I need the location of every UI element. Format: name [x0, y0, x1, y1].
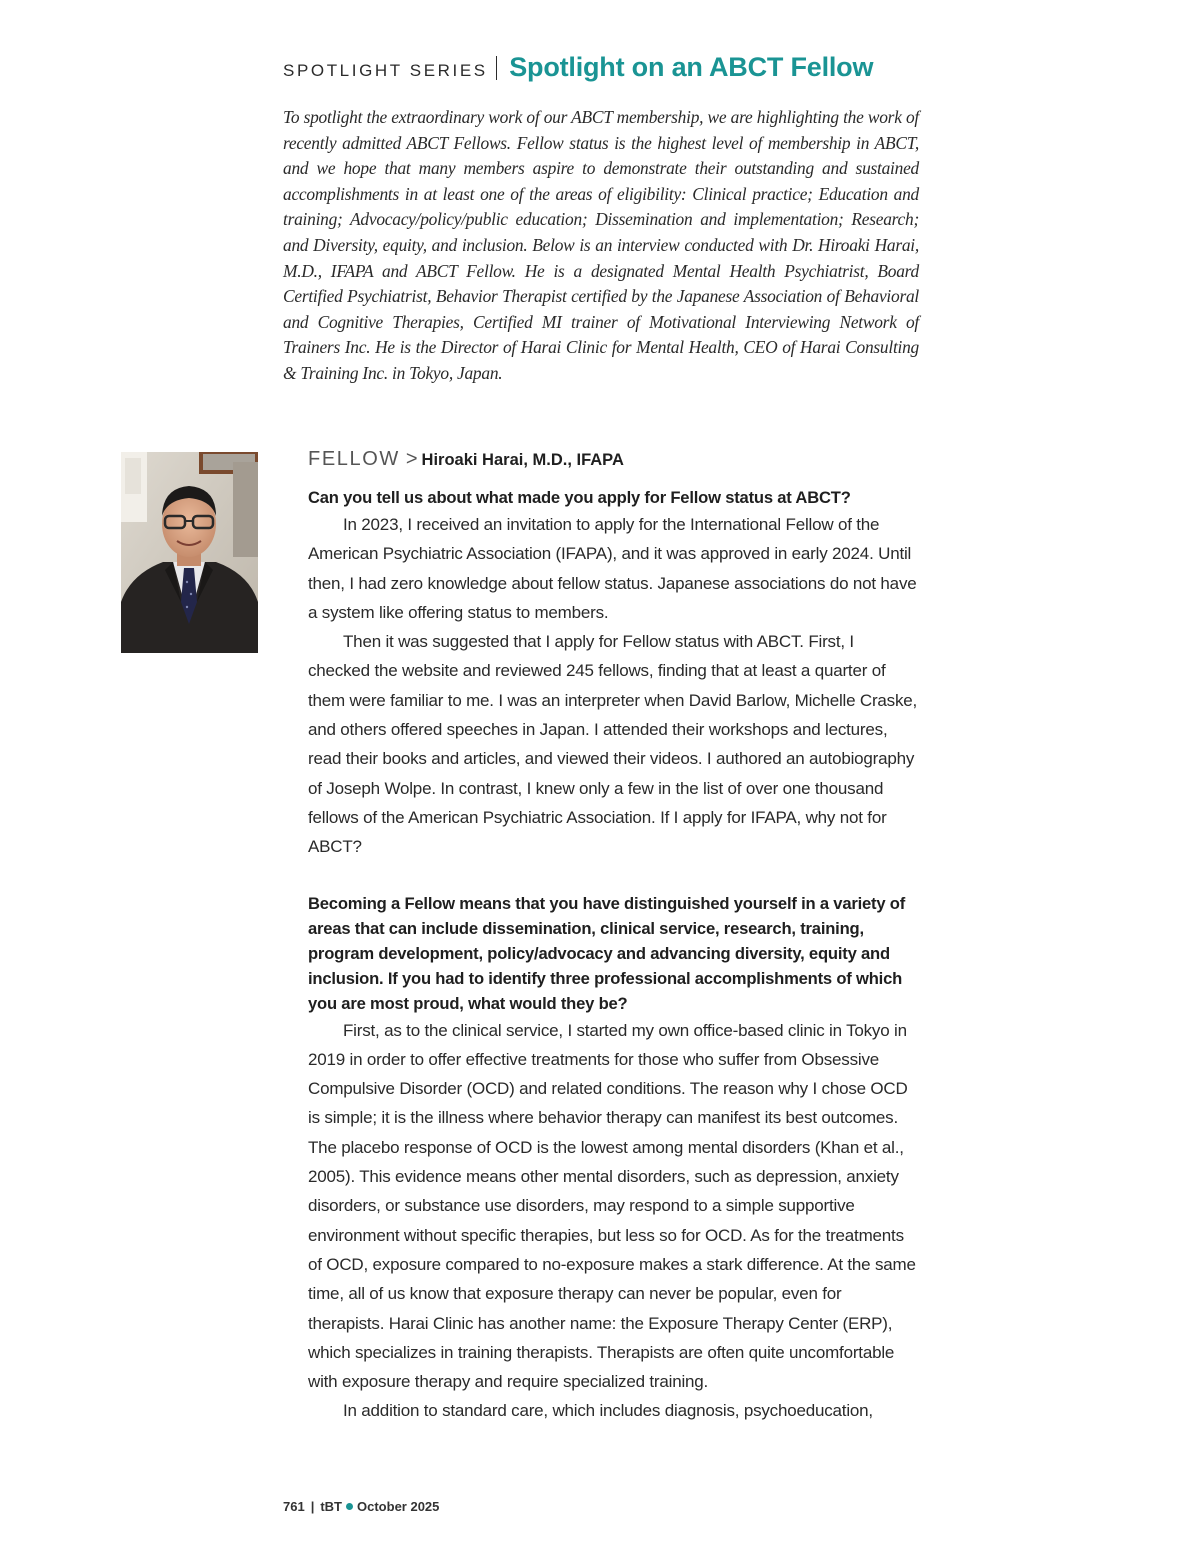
answer-1-paragraph-2: Then it was suggested that I apply for Fellow status with ABCT. First, I checked the website and reviewed 245 fellows, finding that at least a quarter of them were familiar to me. I was an interpreter when David Barlow, Michelle Craske, and others offered speeches in Japan. I attended their workshops and lectures, read their books and articles, and viewed their videos. I authored an autobiography of Joseph Wolpe. In contrast, I knew only a few in the list of over one thousand fellows of the American Psychiatric Association. If I apply for IFAPA, why not for ABCT?: [308, 632, 918, 857]
footer-separator: |: [310, 1499, 315, 1514]
fellow-label: FELLOW: [308, 448, 400, 470]
footer-dot-icon: [346, 1503, 353, 1510]
section-spacer: [308, 862, 920, 891]
series-header: [283, 52, 943, 86]
intro-paragraph: To spotlight the extraordinary work of our ABCT membership, we are highlighting the work of recently admitted ABCT Fellows. Fellow status is the highest level of membership in ABCT, and we hope that many members aspire to demonstrate their outstanding and sustained accomplishments in at least one of the areas of eligibility: Clinical practice; Education and training; Advocacy/policy/public education; Dissemination and implementation; Research; and Diversity, equity, and inclusion. Below is an interview conducted with Dr. Hiroaki Harai, M.D., IFAPA and ABCT Fellow. He is a designated Mental Health Psychiatrist, Board Certified Psychiatrist, Behavior Therapist certified by the Japanese Association of Behavioral and Cognitive Therapies, Certified MI trainer of Motivational Interviewing Network of Trainers Inc. He is the Director of Harai Clinic for Mental Health, CEO of Harai Consulting & Training Inc. in Tokyo, Japan.: [283, 107, 919, 383]
issue-date: October 2025: [357, 1499, 440, 1514]
page-number: 761: [283, 1499, 305, 1514]
interview-article: [308, 448, 920, 1426]
fellow-portrait-photo: [121, 452, 258, 653]
series-separator: [496, 56, 498, 80]
page-title: Spotlight on an ABCT Fellow: [509, 52, 874, 82]
answer-2-paragraph-1: First, as to the clinical service, I started my own office-based clinic in Tokyo in 2019 in order to offer effective treatments for those who suffer from Obsessive Compulsive Disorder (OCD) and related conditions. The reason why I chose OCD is simple; it is the illness where behavior therapy can manifest its best outcomes. The placebo response of OCD is the lowest among mental disorders (Khan et al., 2005). This evidence means other mental disorders, such as depression, anxiety disorders, or substance use disorders, may respond to a simple supportive environment without specific therapies, but less so for OCD. As for the treatments of OCD, exposure compared to no-exposure makes a stark difference. At the same time, all of us know that exposure therapy can never be popular, even for therapists. Harai Clinic has another name: the Exposure Therapy Center (ERP), which specializes in training therapists. Therapists are often quite uncomfortable with exposure therapy and require specialized training.: [308, 1020, 916, 1392]
fellow-heading: [308, 448, 920, 471]
question-1: Can you tell us about what made you apply for Fellow status at ABCT?: [308, 488, 851, 507]
fellow-arrow-icon: >: [405, 448, 418, 470]
page-footer: [283, 1499, 439, 1514]
answer-1-paragraph-1: In 2023, I received an invitation to apply for the International Fellow of the American Psychiatric Association (IFAPA), and it was approved in early 2024. Until then, I had zero knowledge about fellow status. Japanese associations do not have a system like offering status to members.: [308, 515, 917, 622]
publication-name: tBT: [320, 1499, 343, 1514]
series-label: SPOTLIGHT SERIES: [283, 61, 488, 80]
answer-2-paragraph-2: In addition to standard care, which includes diagnosis, psychoeducation,: [343, 1401, 873, 1421]
fellow-name: Hiroaki Harai, M.D., IFAPA: [421, 451, 624, 469]
question-2: Becoming a Fellow means that you have distinguished yourself in a variety of areas that can include dissemination, clinical service, research, training, program development, policy/advocacy and advancing diversity, equity and inclusion. If you had to identify three professional accomplishments of which you are most proud, what would they be?: [308, 893, 906, 1013]
